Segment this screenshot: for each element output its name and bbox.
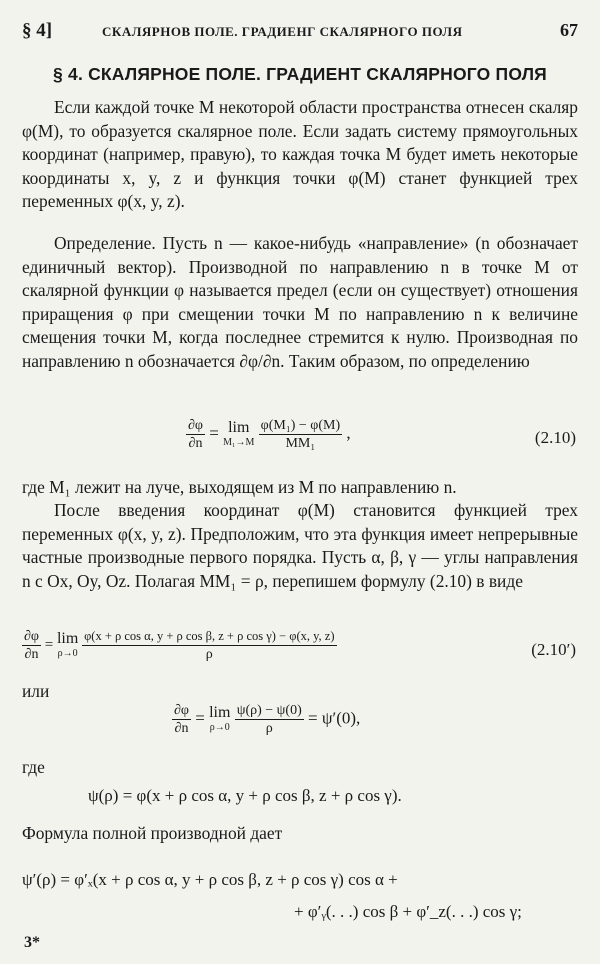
equation-psi-definition: ψ(ρ) = φ(x + ρ cos α, y + ρ cos β, z + ρ cos γ). <box>88 786 402 805</box>
equation-total-derivative-line1: ψ′(ρ) = φ′ₓ(x + ρ cos α, y + ρ cos β, z + ρ cos γ) cos α + <box>22 870 398 889</box>
equation-2-10: $\frac{\partial\varphi}{\partial n}$ = lim M₁→M $\frac{\text{φ(M₁) − φ(M)}}{\text{MM₁}}$ , <box>188 418 351 451</box>
running-header <box>22 20 578 46</box>
equation-2-10-prime: $\frac{\partial\varphi}{\partial n}$ = lim ρ→0 $\frac{\text{φ(x + ρ cos α, y + ρ cos β, z + ρ cos γ) − φ(x, y, z)}}{\rho}$ <box>24 629 335 662</box>
eq1-fraction: $\frac{\text{φ(M₁) − φ(M)}}{\text{MM₁}}$ <box>260 418 341 451</box>
paragraph-total-derivative: Формула полной производной дает <box>22 823 283 843</box>
equation-tag-2-10-prime: (2.10′) <box>531 640 576 659</box>
paragraph-coordinates: После введения координат φ(M) становится функцией трех переменных φ(x, y, z). Предположим, что эта функция имеет непрерывные частные производные первого порядка. Пусть α, β, γ — углы направления n с Ox, Oy, Oz. Полагая MM₁ = ρ, перепишем формулу (2.10) в виде <box>22 500 578 591</box>
running-title: СКАЛЯРНОВ ПОЛЕ. ГРАДИЕНГ СКАЛЯРНОГО ПОЛЯ <box>102 24 463 39</box>
equation-tag-2-10: (2.10) <box>534 428 576 447</box>
eq2-limit: lim ρ→0 <box>56 629 79 659</box>
word-gde: где <box>22 757 45 777</box>
eq3-limit: lim ρ→0 <box>209 703 231 733</box>
eq2-fraction: $\frac{\text{φ(x + ρ cos α, y + ρ cos β, z + ρ cos γ) − φ(x, y, z)}}{\rho}$ <box>84 629 335 662</box>
paragraph-intro: Если каждой точке M некоторой области пространства отнесен скаляр φ(M), то образуется скалярное поле. Если задать систему прямоугольных координат (например, правую), то каждая точка M будет иметь некоторые координаты x, y, z и функция точки φ(M) станет функцией трех переменных φ(x, y, z). <box>22 97 578 211</box>
section-heading: § 4. СКАЛЯРНОЕ ПОЛЕ. ГРАДИЕНТ СКАЛЯРНОГО ПОЛЯ <box>53 64 547 84</box>
printer-signature-mark: 3* <box>24 934 40 951</box>
eq2-lhs: $\frac{\partial\varphi}{\partial n}$ <box>24 629 39 662</box>
paragraph-m1-ray: где M₁ лежит на луче, выходящем из M по направлению n. <box>22 477 457 497</box>
section-marker: § 4] <box>22 20 53 41</box>
paragraph-definition: Определение. Пусть n — какое-нибудь «направление» (n обозначает единичный вектор). Производной по направлению n в точке M от скалярной функции φ называется предел (если он существует) отношения приращения φ при смещении точки M по направлению n к величине смещения точки M, когда последнее стремится к нулю. Производная по направлению n обозначается ∂φ/∂n. Таким образом, по определению <box>22 233 578 371</box>
eq3-lhs: $\frac{\partial\varphi}{\partial n}$ <box>174 703 189 736</box>
eq1-limit: lim M₁→M <box>223 418 255 448</box>
equation-total-derivative-line2: + φ′ᵧ(. . .) cos β + φ′_z(. . .) cos γ; <box>294 902 522 921</box>
eq1-lhs: $\frac{\partial\varphi}{\partial n}$ <box>188 418 203 451</box>
word-ili: или <box>22 681 50 701</box>
page-number: 67 <box>560 20 578 40</box>
eq3-fraction: $\frac{\psi(\rho) - \psi(0)}{\rho}$ <box>236 703 302 736</box>
equation-psi-derivative: $\frac{\partial\varphi}{\partial n}$ = lim ρ→0 $\frac{\psi(\rho) - \psi(0)}{\rho}$ = ψ′(0), <box>174 703 361 736</box>
